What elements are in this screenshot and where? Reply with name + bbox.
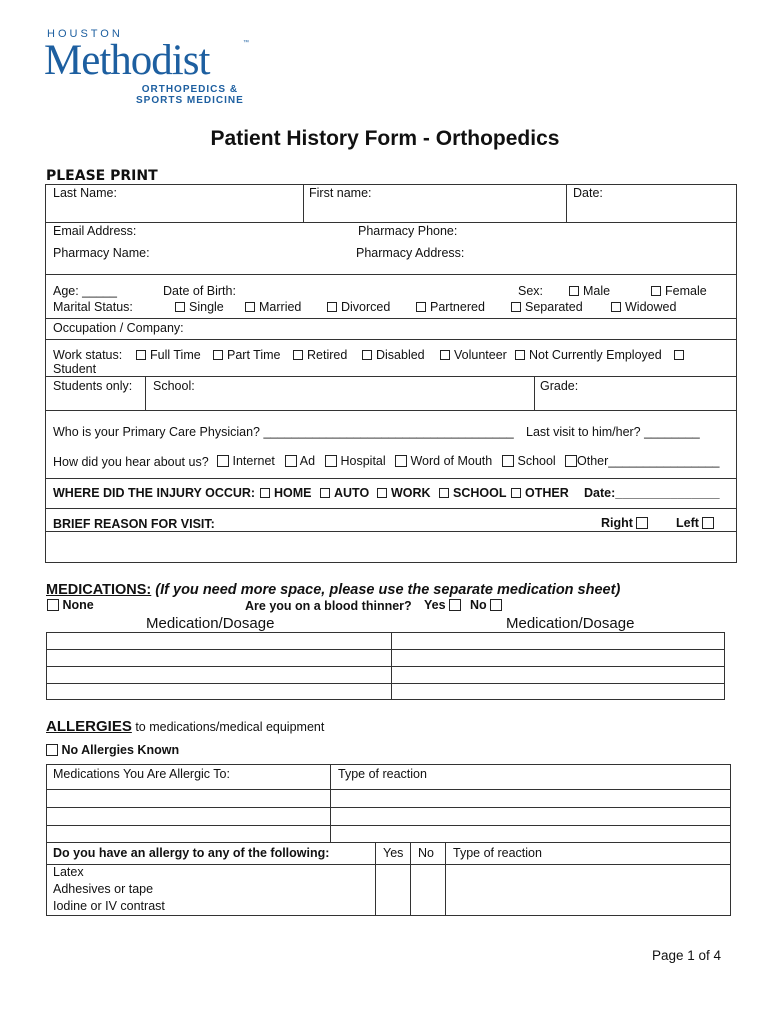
pharmacy-name-field[interactable]: Pharmacy Name:	[53, 246, 150, 260]
volunteer-label: Volunteer	[454, 348, 507, 362]
checkbox-icon[interactable]	[175, 302, 185, 312]
ad-option[interactable]	[285, 454, 315, 468]
divider	[534, 376, 535, 411]
medications-none-option[interactable]	[47, 598, 94, 612]
male-label: Male	[583, 284, 611, 298]
allergy-no-header: No	[418, 846, 434, 860]
allergy-item-iodine: Iodine or IV contrast	[53, 899, 165, 913]
volunteer-option[interactable]	[440, 348, 507, 362]
checkbox-icon[interactable]	[569, 286, 579, 296]
word-of-mouth-label: Word of Mouth	[410, 454, 493, 468]
checkbox-icon[interactable]	[511, 488, 521, 498]
page-title: Patient History Form - Orthopedics	[210, 127, 560, 150]
divider	[46, 807, 731, 808]
logo-subtitle-line1: ORTHOPEDICS &	[141, 84, 239, 95]
widowed-option[interactable]	[611, 300, 676, 314]
school-field[interactable]: School:	[153, 379, 195, 393]
injury-date-field[interactable]: Date:_______________	[584, 486, 720, 500]
checkbox-icon[interactable]	[327, 302, 337, 312]
part-time-label: Part Time	[227, 348, 281, 362]
divider	[445, 842, 446, 916]
checkbox-icon[interactable]	[515, 350, 525, 360]
logo-subtitle-line2: SPORTS MEDICINE	[136, 95, 244, 106]
checkbox-icon[interactable]	[136, 350, 146, 360]
divider	[330, 764, 331, 842]
hospital-option[interactable]	[325, 454, 386, 468]
none-label: None	[62, 598, 94, 612]
separated-label: Separated	[525, 300, 583, 314]
checkbox-icon[interactable]	[439, 488, 449, 498]
work-status-label: Work status:	[53, 348, 123, 362]
checkbox-icon[interactable]	[395, 455, 407, 467]
checkbox-icon[interactable]	[362, 350, 372, 360]
dob-field[interactable]: Date of Birth:	[163, 284, 236, 298]
please-print-label: PLEASE PRINT	[46, 168, 158, 184]
retired-label: Retired	[307, 348, 348, 362]
student-label: Student	[53, 362, 97, 376]
home-option[interactable]	[260, 486, 312, 500]
logo-subtitle	[136, 84, 244, 106]
divider	[410, 842, 411, 916]
last-visit-field[interactable]: Last visit to him/her? ________	[526, 425, 700, 439]
divider	[46, 864, 731, 865]
grade-field[interactable]: Grade:	[540, 379, 579, 393]
divider	[46, 649, 725, 650]
divider	[375, 842, 376, 916]
students-only-label: Students only:	[53, 379, 133, 393]
checkbox-icon[interactable]	[213, 350, 223, 360]
checkbox-icon[interactable]	[490, 599, 502, 611]
divorced-label: Divorced	[341, 300, 391, 314]
other-injury-label: OTHER	[525, 486, 569, 500]
injury-where-label: WHERE DID THE INJURY OCCUR:	[53, 486, 256, 500]
home-label: HOME	[274, 486, 312, 500]
ad-label: Ad	[299, 454, 316, 468]
divider	[46, 825, 731, 826]
medications-note: (If you need more space, please use the separate medication sheet)	[155, 582, 621, 598]
checkbox-icon[interactable]	[325, 455, 337, 467]
checkbox-icon[interactable]	[285, 455, 297, 467]
logo-houston: HOUSTON	[47, 28, 123, 40]
school-injury-option[interactable]	[439, 486, 506, 500]
blood-thinner-no[interactable]	[470, 598, 502, 612]
divider	[45, 318, 737, 319]
checkbox-icon[interactable]	[440, 350, 450, 360]
divider	[46, 683, 725, 684]
checkbox-icon[interactable]	[260, 488, 270, 498]
allergy-col2-header: Type of reaction	[338, 767, 427, 781]
not-employed-option[interactable]	[515, 348, 662, 362]
right-label: Right	[601, 516, 633, 530]
school-injury-label: SCHOOL	[453, 486, 507, 500]
no-allergies-label: No Allergies Known	[61, 743, 180, 757]
checkbox-icon[interactable]	[47, 599, 59, 611]
full-time-option[interactable]	[136, 348, 201, 362]
divider	[46, 666, 725, 667]
female-label: Female	[665, 284, 707, 298]
allergies-heading-row	[46, 718, 324, 735]
school-option[interactable]	[502, 454, 556, 468]
divider	[45, 508, 737, 509]
female-option[interactable]	[651, 284, 707, 298]
divider	[303, 184, 304, 223]
internet-label: Internet	[232, 454, 275, 468]
other-label: Other________________	[577, 454, 720, 468]
other-option[interactable]	[565, 454, 720, 468]
checkbox-icon[interactable]	[293, 350, 303, 360]
part-time-option[interactable]	[213, 348, 281, 362]
marital-label: Marital Status:	[53, 300, 133, 314]
page-number: Page 1 of 4	[652, 948, 722, 963]
single-option[interactable]	[175, 300, 224, 314]
left-label: Left	[676, 516, 699, 530]
divider	[45, 376, 737, 377]
married-option[interactable]	[245, 300, 301, 314]
date-field[interactable]: Date:	[573, 186, 603, 200]
not-employed-label: Not Currently Employed	[529, 348, 662, 362]
married-label: Married	[259, 300, 302, 314]
separated-option[interactable]	[511, 300, 583, 314]
pharmacy-address-field[interactable]: Pharmacy Address:	[356, 246, 465, 260]
work-option[interactable]	[377, 486, 431, 500]
divorced-option[interactable]	[327, 300, 390, 314]
allergy-yes-header: Yes	[383, 846, 404, 860]
logo-methodist: Methodist	[44, 37, 210, 84]
checkbox-icon[interactable]	[565, 455, 577, 467]
occupation-field[interactable]: Occupation / Company:	[53, 321, 184, 335]
divider	[46, 789, 731, 790]
logo-trademark: ™	[243, 40, 249, 46]
school-label: School	[517, 454, 556, 468]
checkbox-icon[interactable]	[674, 350, 684, 360]
checkbox-icon[interactable]	[511, 302, 521, 312]
widowed-label: Widowed	[625, 300, 677, 314]
allergies-heading: ALLERGIES	[46, 718, 132, 735]
student-option[interactable]	[674, 348, 688, 362]
disabled-label: Disabled	[376, 348, 425, 362]
checkbox-icon[interactable]	[245, 302, 255, 312]
last-name-field[interactable]: Last Name:	[53, 186, 117, 200]
work-label: WORK	[391, 486, 431, 500]
checkbox-icon[interactable]	[217, 455, 229, 467]
blood-thinner-yes[interactable]	[424, 598, 461, 612]
no-allergies-option[interactable]	[46, 743, 179, 757]
divider	[566, 184, 567, 223]
checkbox-icon[interactable]	[651, 286, 661, 296]
allergy-col1-header: Medications You Are Allergic To:	[53, 767, 230, 781]
allergy-item-latex: Latex	[53, 865, 84, 879]
auto-label: AUTO	[334, 486, 370, 500]
retired-option[interactable]	[293, 348, 347, 362]
left-option[interactable]	[676, 516, 714, 530]
divider	[145, 376, 146, 411]
checkbox-icon[interactable]	[377, 488, 387, 498]
right-option[interactable]	[601, 516, 648, 530]
checkbox-icon[interactable]	[320, 488, 330, 498]
allergy-question: Do you have an allergy to any of the following:	[53, 846, 330, 860]
sex-label: Sex:	[518, 284, 544, 298]
other-injury-option[interactable]	[511, 486, 569, 500]
allergy-reaction-header: Type of reaction	[453, 846, 542, 860]
word-of-mouth-option[interactable]	[395, 454, 492, 468]
divider	[45, 531, 737, 532]
no-label: No	[470, 598, 487, 612]
partnered-label: Partnered	[430, 300, 485, 314]
disabled-option[interactable]	[362, 348, 425, 362]
checkbox-icon[interactable]	[636, 517, 648, 529]
age-field[interactable]: Age: _____	[53, 284, 117, 298]
checkbox-icon[interactable]	[46, 744, 58, 756]
medications-heading: MEDICATIONS:	[46, 582, 152, 598]
checkbox-icon[interactable]	[416, 302, 426, 312]
single-label: Single	[189, 300, 224, 314]
reason-label: BRIEF REASON FOR VISIT:	[53, 517, 215, 531]
internet-option[interactable]	[217, 454, 275, 468]
medication-col2-header: Medication/Dosage	[506, 615, 635, 632]
checkbox-icon[interactable]	[611, 302, 621, 312]
partnered-option[interactable]	[416, 300, 485, 314]
checkbox-icon[interactable]	[449, 599, 461, 611]
allergies-subheading: to medications/medical equipment	[135, 720, 325, 734]
pcp-field[interactable]: Who is your Primary Care Physician? ____________________________________	[53, 425, 514, 439]
divider	[46, 842, 731, 843]
name-date-box	[45, 184, 737, 223]
medications-heading-row	[46, 582, 620, 598]
hear-label: How did you hear about us?	[53, 455, 209, 469]
medication-col1-header: Medication/Dosage	[146, 615, 275, 632]
checkbox-icon[interactable]	[502, 455, 514, 467]
male-option[interactable]	[569, 284, 610, 298]
auto-option[interactable]	[320, 486, 369, 500]
full-time-label: Full Time	[150, 348, 201, 362]
blood-thinner-label: Are you on a blood thinner?	[245, 599, 412, 613]
yes-label: Yes	[424, 598, 446, 612]
hospital-label: Hospital	[340, 454, 386, 468]
email-field[interactable]: Email Address:	[53, 224, 137, 238]
allergy-item-adhesives: Adhesives or tape	[53, 882, 154, 896]
first-name-field[interactable]: First name:	[309, 186, 372, 200]
pharmacy-phone-field[interactable]: Pharmacy Phone:	[358, 224, 458, 238]
checkbox-icon[interactable]	[702, 517, 714, 529]
